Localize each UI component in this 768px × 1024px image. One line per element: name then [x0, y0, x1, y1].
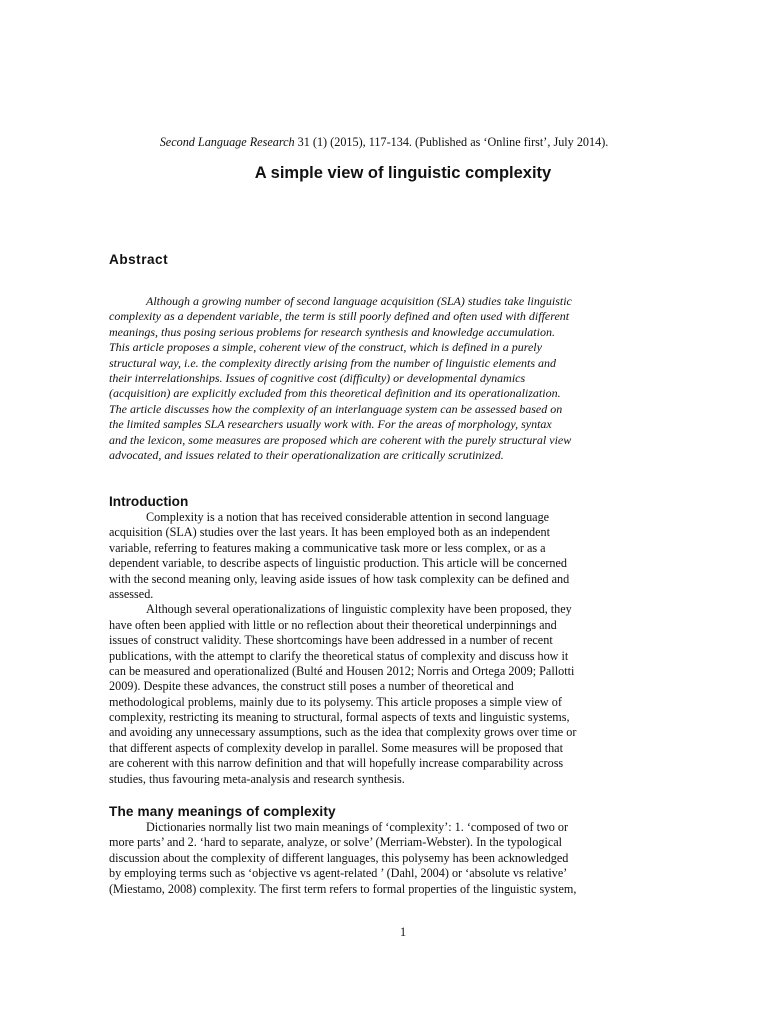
text-line: that different aspects of complexity develop in parallel. Some measures will be proposed that	[109, 740, 563, 755]
text-line: with the second meaning only, leaving aside issues of how task complexity can be defined and	[109, 571, 570, 586]
text-line: structural way, i.e. the complexity directly arising from the number of linguistic elements and	[109, 355, 557, 370]
text-line: Dictionaries normally list two main meanings of ‘complexity’: 1. ‘composed of two or	[146, 820, 569, 834]
introduction-heading: Introduction	[109, 494, 189, 509]
journal-name: Second Language Research	[159, 135, 295, 149]
abstract-heading: Abstract	[109, 252, 169, 267]
text-line: Complexity is a notion that has received considerable attention in second language	[146, 510, 550, 524]
text-line: their interrelationships. Issues of cognitive cost (difficulty) or developmental dynamics	[109, 370, 526, 385]
text-line: complexity, restricting its meaning to structural, formal aspects of texts and linguistic systems,	[109, 710, 570, 725]
citation-details: 31 (1) (2015), 117-134. (Published as ‘Online first’, July 2014).	[294, 135, 609, 149]
text-line: discussion about the complexity of different languages, this polysemy has been acknowledged	[109, 850, 569, 865]
text-line: assessed.	[109, 586, 154, 601]
abstract-paragraph	[109, 294, 572, 463]
text-line: advocated, and issues related to their operationalization are critically scrutinized.	[109, 447, 504, 462]
text-line: The article discusses how the complexity of an interlanguage system can be assessed based on	[109, 401, 563, 416]
text-line: variable, referring to features making a communicative task more or less complex, or as a	[109, 540, 546, 555]
text-line: have often been applied with little or no reflection about their theoretical underpinnings and	[109, 617, 557, 632]
text-line: more parts’ and 2. ‘hard to separate, analyze, or solve’ (Merriam-Webster). In the typological	[109, 835, 563, 850]
text-line: and avoiding any unnecessary assumptions, such as the idea that complexity grows over time or	[109, 725, 577, 740]
text-line: This article proposes a simple, coherent view of the construct, which is defined in a purely	[109, 340, 542, 355]
paper-title: A simple view of linguistic complexity	[254, 164, 552, 182]
page-number: 1	[399, 925, 407, 939]
text-line: Although several operationalizations of linguistic complexity have been proposed, they	[146, 602, 572, 617]
text-line: studies, thus favouring meta-analysis and research synthesis.	[109, 771, 405, 786]
many-meanings-paragraph	[109, 820, 576, 897]
text-line: (acquisition) are explicitly excluded from this theoretical definition and its operationalization.	[109, 386, 561, 401]
text-line: methodological problems, mainly due to its polysemy. This article proposes a simple view of	[109, 694, 562, 709]
text-line: Although a growing number of second language acquisition (SLA) studies take linguistic	[146, 294, 572, 308]
text-line: meanings, thus posing serious problems for research synthesis and knowledge accumulation.	[109, 324, 555, 339]
text-line: 2009). Despite these advances, the construct still poses a number of theoretical and	[109, 679, 514, 694]
citation-line	[0, 134, 768, 150]
text-line: are coherent with this narrow definition and that will hopefully increase comparability across	[109, 756, 564, 771]
text-line: complexity as a dependent variable, the term is still poorly defined and often used with different	[109, 309, 570, 324]
text-line: issues of construct validity. These shortcomings have been addressed in a number of recent	[109, 633, 553, 648]
text-line: by employing terms such as ‘objective vs agent-related ’ (Dahl, 2004) or ‘absolute vs relative’	[109, 866, 568, 881]
text-line: and the lexicon, some measures are proposed which are coherent with the purely structural view	[109, 432, 572, 447]
text-line: can be measured and operationalized (Bulté and Housen 2012; Norris and Ortega 2009; Pallotti	[109, 663, 575, 678]
text-line: publications, with the attempt to clarify the theoretical status of complexity and discuss how it	[109, 648, 569, 663]
text-line: acquisition (SLA) studies over the last years. It has been employed both as an independent	[109, 525, 551, 540]
text-line: (Miestamo, 2008) complexity. The first term refers to formal properties of the linguistic system,	[109, 881, 577, 896]
text-line: dependent variable, to describe aspects of linguistic production. This article will be concerned	[109, 556, 568, 571]
many-meanings-heading: The many meanings of complexity	[109, 804, 336, 819]
text-line: the limited samples SLA researchers usually work with. For the areas of morphology, syntax	[109, 417, 552, 432]
introduction-paragraphs	[109, 510, 576, 787]
